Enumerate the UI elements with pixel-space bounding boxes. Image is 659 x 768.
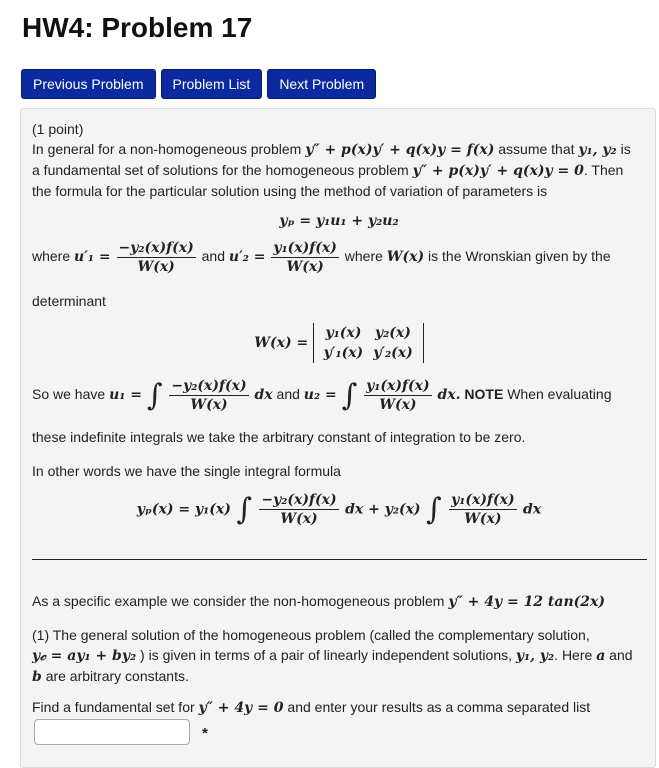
required-marker: * [202,725,208,742]
integral-sign: ∫ [341,377,358,413]
problem-list-button[interactable]: Problem List [161,69,263,99]
page-title: HW4: Problem 17 [22,12,253,43]
intro-paragraph: In general for a non-homogeneous problem y″ + p(x)y′ + q(x)y = f(x) assume that y₁, y₂ is a fundamental set of solutions for the homogeneous problem y″ + p(x)y′ + q(x)y = 0. Then the formula for the particular solution using the method of variation of parameters is [32,141,631,199]
integral-sign: ∫ [146,377,163,413]
points-label: (1 point) [32,121,84,137]
section-divider [32,559,647,560]
other-words-text: In other words we have the single integral formula [32,463,341,479]
yp-formula: yₚ = y₁u₁ + y₂u₂ [279,213,399,229]
part1-text: (1) The general solution of the homogeneous problem (called the complementary solution, y𝒸 = ay₁ + by₂ ) is given in terms of a pair of linearly independent solutions, y₁, y₂. Here a and b are arbitrary constants. [32,627,633,685]
general-equation: y″ + p(x)y′ + q(x)y = f(x) [305,142,495,158]
yp-integral-formula: yₚ(x) = y₁(x) ∫ $\frac{\text{−y₂(x)f(x)}}{W(x)}$ dx + y₂(x) ∫ $\frac{\text{y₁(x)f(x)}}{W(x)}$ dx [136,491,542,527]
determinant-label: determinant [32,293,106,309]
wronskian-determinant: W(x) = y₁(x) y₂(x) y′₁(x) y′₂(x) [21,323,657,363]
problem-nav [21,69,376,99]
answer-input[interactable] [34,719,190,745]
note-continued: these indefinite integrals we take the arbitrary constant of integration to be zero. [32,429,526,445]
u-prime-line: where u′₁ = $\frac{\text{−y₂(x)f(x)}}{W(x)}$ and u′₂ = $\frac{\text{y₁(x)f(x)}}{W(x)}$ where W(x) is the Wronskian given by the [32,240,611,275]
u1-prime-fraction: $\frac{\text{−y₂(x)f(x)}}{W(x)}$ [118,240,194,275]
example-equation: y″ + 4y = 12 tan(2x) [448,594,605,610]
u2-prime-fraction: $\frac{\text{y₁(x)f(x)}}{W(x)}$ [273,240,337,275]
find-prompt: Find a fundamental set for y″ + 4y = 0 and enter your results as a comma separated list [32,699,591,716]
next-problem-button[interactable]: Next Problem [267,69,376,99]
problem-body [20,108,656,768]
example-intro: As a specific example we consider the non-homogeneous problem y″ + 4y = 12 tan(2x) [32,593,605,610]
homogeneous-equation: y″ + p(x)y′ + q(x)y = 0 [412,163,584,179]
previous-problem-button[interactable]: Previous Problem [21,69,156,99]
integral-line: So we have u₁ = ∫ $\frac{\text{−y₂(x)f(x)}}{W(x)}$ dx and u₂ = ∫ $\frac{\text{y₁(x)f(x)}}{W(x)}$ dx. NOTE When evaluating [32,377,612,413]
